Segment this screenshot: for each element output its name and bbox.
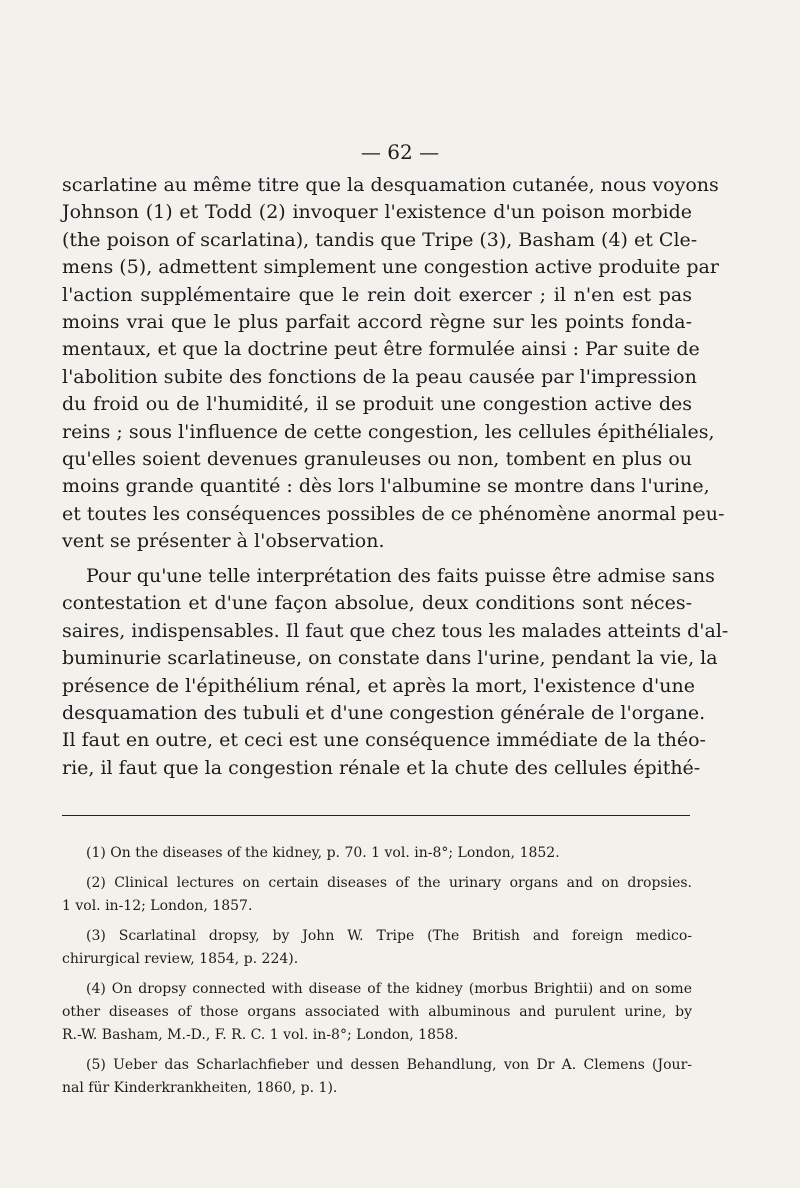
paragraph-1 [62, 172, 725, 556]
text-line: mentaux, et que la doctrine peut être formulée ainsi : Par suite de [62, 338, 700, 361]
footnote-line: (2) Clinical lectures on certain diseases of the urinary organs and on dropsies. [86, 875, 692, 891]
paragraph-2 [62, 563, 729, 782]
text-line: Il faut en outre, et ceci est une conséquence immédiate de la théo- [62, 729, 706, 752]
footnote-line: nal für Kinderkrankheiten, 1860, p. 1). [62, 1080, 338, 1096]
footnote-5 [62, 1054, 692, 1100]
text-line: saires, indispensables. Il faut que chez tous les malades atteints d'al- [62, 619, 729, 642]
text-line: desquamation des tubuli et d'une congestion générale de l'organe. [62, 702, 706, 725]
footnote-3 [62, 925, 692, 971]
text-line: vent se présenter à l'observation. [62, 530, 385, 553]
text-line: mens (5), admettent simplement une congestion active produite par [62, 256, 719, 279]
footnote-line: (3) Scarlatinal dropsy, by John W. Tripe (The British and foreign medico- [86, 928, 692, 944]
footnote-line: chirurgical review, 1854, p. 224). [62, 951, 299, 967]
footnote-1 [62, 842, 692, 865]
text-line: scarlatine au même titre que la desquamation cutanée, nous voyons [62, 174, 719, 196]
text-line: rie, il faut que la congestion rénale et la chute des cellules épithé- [62, 756, 701, 779]
page-number: — 62 — [360, 140, 440, 164]
text-line: moins grande quantité : dès lors l'albumine se montre dans l'urine, [62, 475, 710, 498]
text-line: moins vrai que le plus parfait accord règne sur les points fonda- [62, 311, 692, 334]
footnote-line: (1) On the diseases of the kidney, p. 70. 1 vol. in-8°; London, 1852. [86, 845, 560, 861]
text-line: (the poison of scarlatina), tandis que Tripe (3), Basham (4) et Cle- [62, 228, 698, 251]
text-line: Pour qu'une telle interprétation des faits puisse être admise sans [86, 565, 715, 587]
text-line: contestation et d'une façon absolue, deux conditions sont néces- [62, 592, 692, 615]
footnote-line: (4) On dropsy connected with disease of the kidney (morbus Brightii) and on some [86, 981, 692, 997]
text-line: Johnson (1) et Todd (2) invoquer l'existence d'un poison morbide [62, 201, 692, 224]
footnote-line: R.-W. Basham, M.-D., F. R. C. 1 vol. in-8°; London, 1858. [62, 1027, 459, 1043]
text-line: qu'elles soient devenues granuleuses ou non, tombent en plus ou [62, 448, 692, 471]
footnote-2 [62, 872, 692, 918]
text-line: et toutes les conséquences possibles de ce phénomène anormal peu- [62, 502, 725, 525]
text-line: l'action supplémentaire que le rein doit exercer ; il n'en est pas [62, 283, 692, 306]
text-line: reins ; sous l'influence de cette congestion, les cellules épithéliales, [62, 420, 715, 443]
footnote-divider [62, 815, 690, 816]
text-line: du froid ou de l'humidité, il se produit une congestion active des [62, 393, 692, 416]
footnote-4 [62, 978, 692, 1047]
text-line: présence de l'épithélium rénal, et après la mort, l'existence d'une [62, 674, 695, 697]
text-line: l'abolition subite des fonctions de la peau causée par l'impression [62, 365, 697, 388]
footnote-line: (5) Ueber das Scharlachfieber und dessen Behandlung, von Dr A. Clemens (Jour- [86, 1057, 692, 1073]
footnote-line: other diseases of those organs associated with albuminous and purulent urine, by [62, 1004, 692, 1020]
footnotes [62, 842, 692, 1107]
footnote-line: 1 vol. in-12; London, 1857. [62, 898, 253, 914]
text-line: buminurie scarlatineuse, on constate dans l'urine, pendant la vie, la [62, 647, 718, 670]
